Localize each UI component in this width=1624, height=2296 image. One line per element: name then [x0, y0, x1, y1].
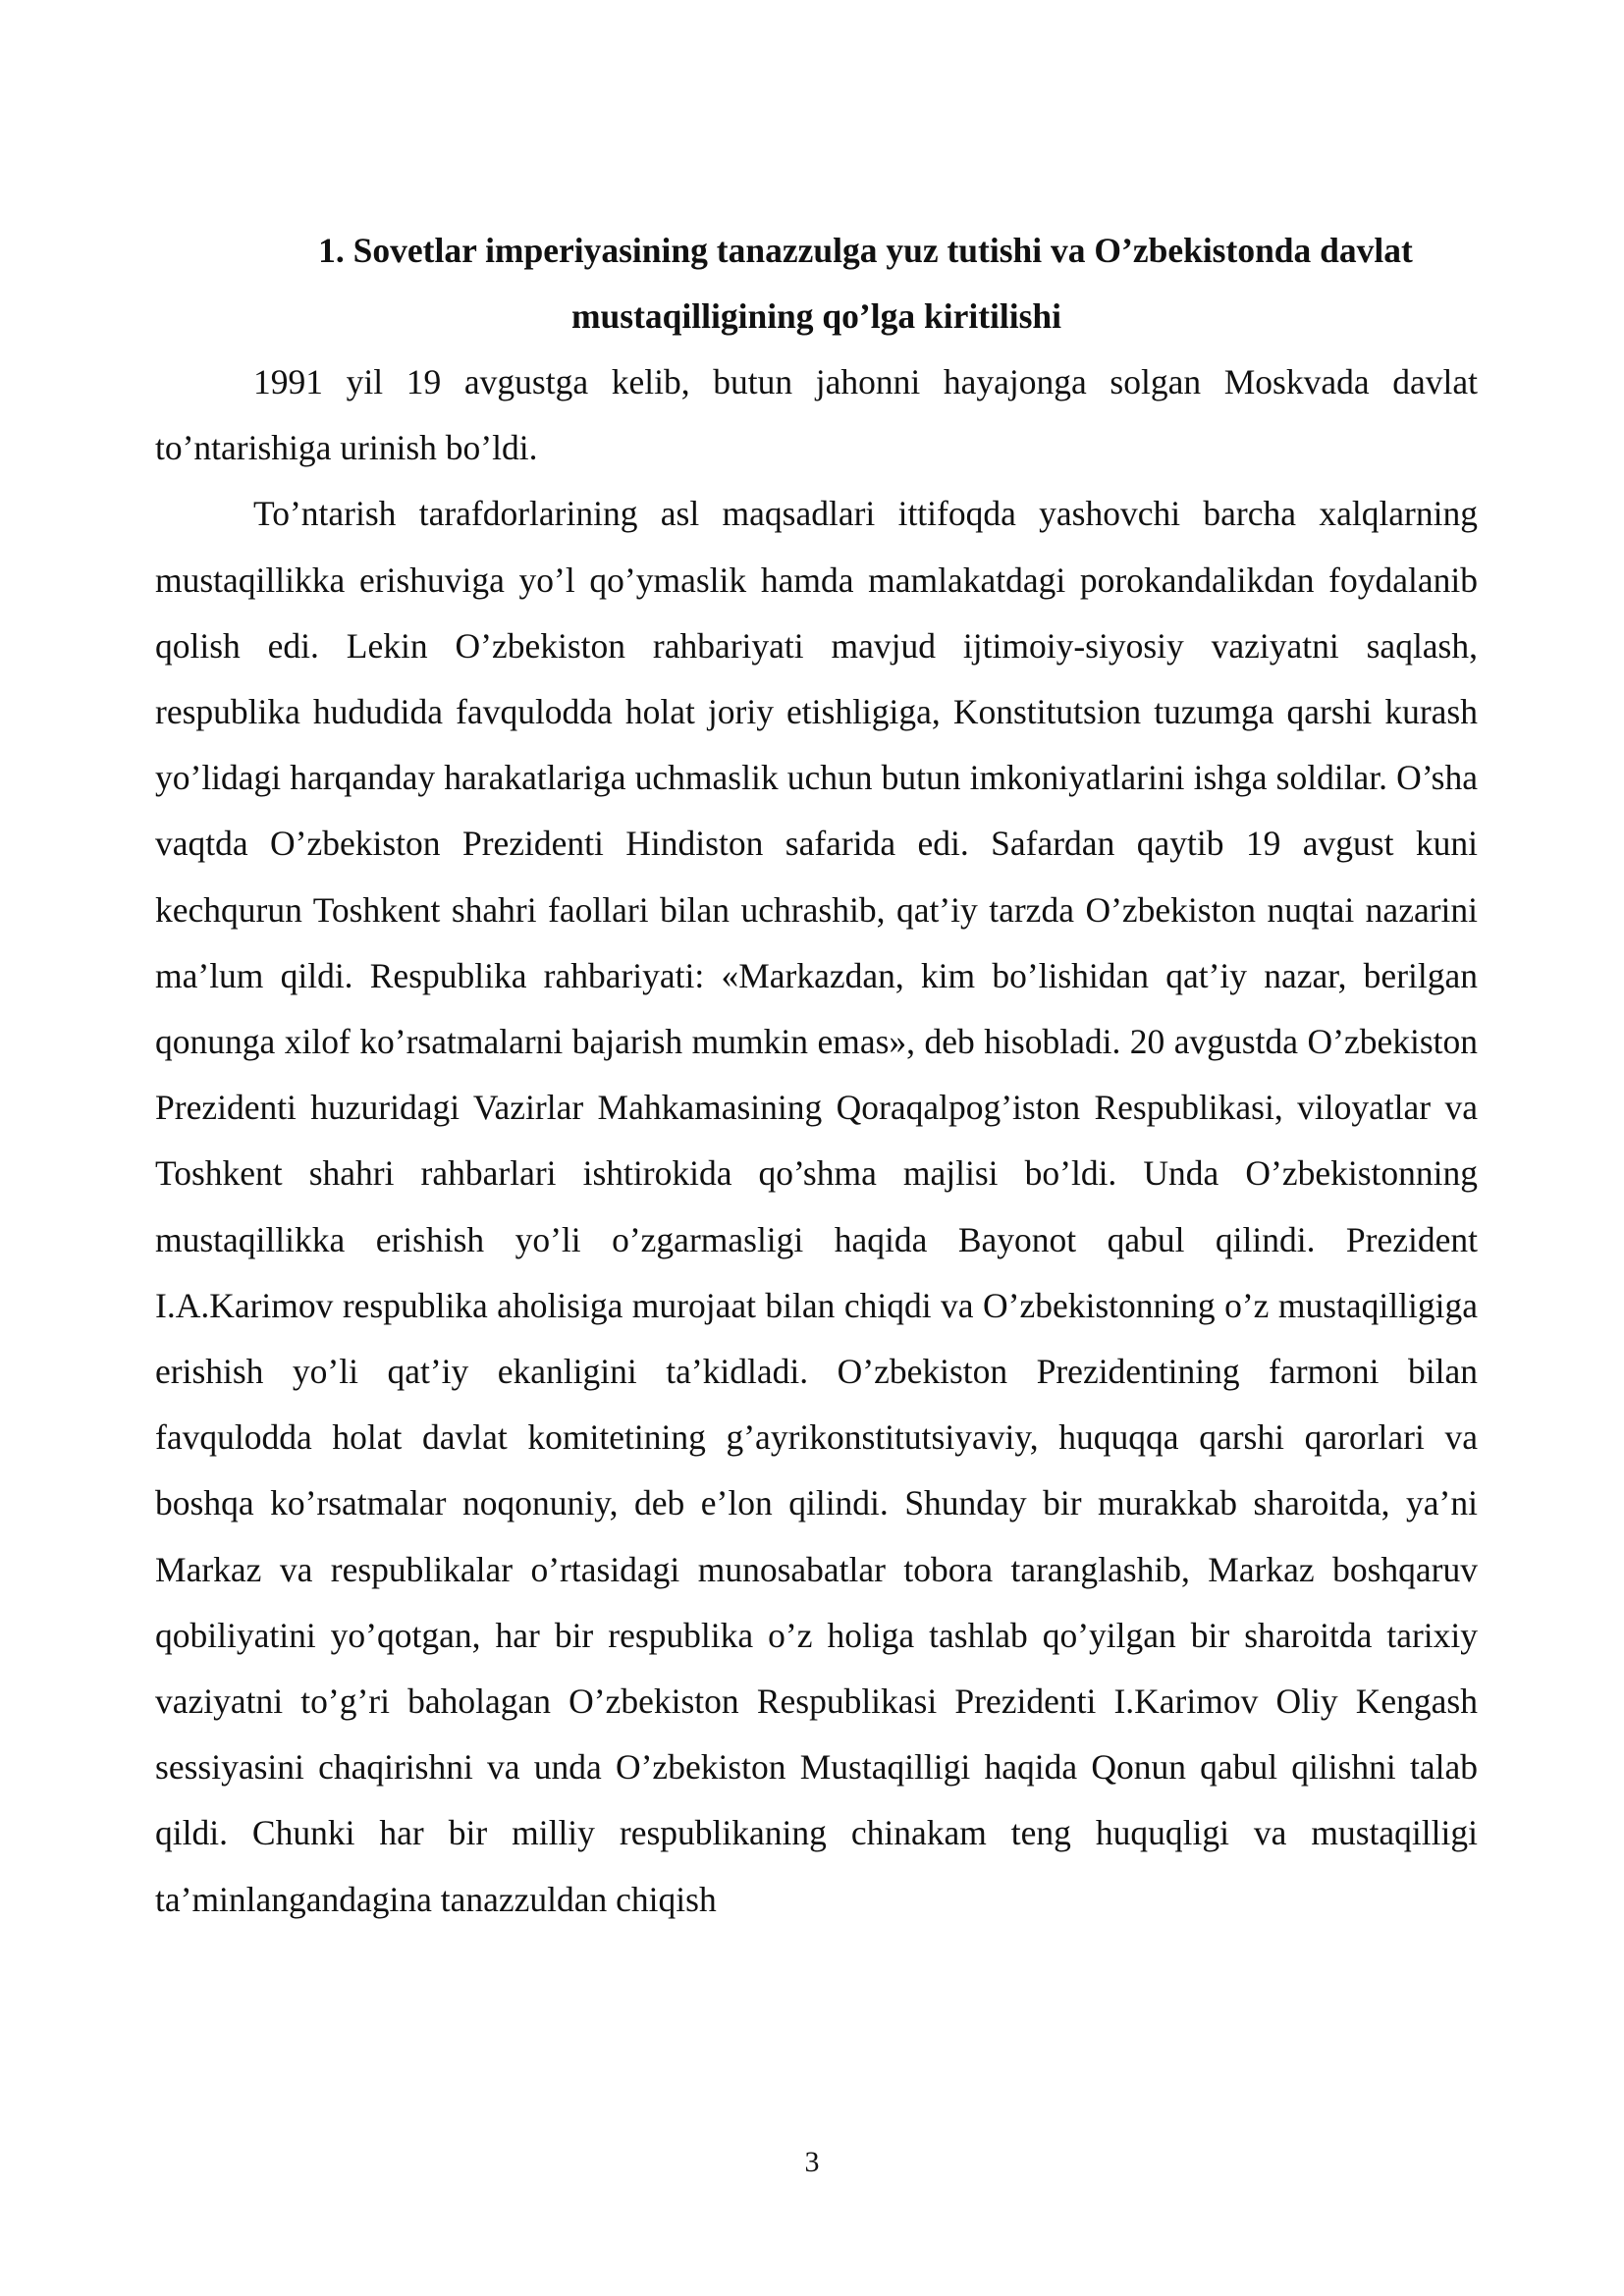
paragraph-1: 1991 yil 19 avgustga kelib, butun jahonni hayajonga solgan Moskvada davlat to’ntarishiga urinish bo’ldi. — [155, 362, 1478, 468]
paragraph-2: To’ntarish tarafdorlarining asl maqsadlari ittifoqda yashovchi barcha xalqlarning mustaqillikka erishuviga yo’l qo’ymaslik hamda mamlakatdagi porokandalikdan foydalanib qolish edi. Lekin O’zbekiston rahbariyati mavjud ijtimoiy-siyosiy vaziyatni saqlash, respublika hududida favqulodda holat joriy etishligiga, Konstitutsion tuzumga qarshi kurash yo’lidagi harqanday harakatlariga uchmaslik uchun butun imkoniyatlarini ishga soldilar. O’sha vaqtda O’zbekiston Prezidenti Hindiston safarida edi. Safardan qaytib 19 avgust kuni kechqurun Toshkent shahri faollari bilan uchrashib, qat’iy tarzda O’zbekiston nuqtai nazarini ma’lum qildi. Respublika rahbariyati: «Markazdan, kim bo’lishidan qat’iy nazar, berilgan qonunga xilof ko’rsatmalarni bajarish mumkin emas», deb hisobladi. 20 avgustda O’zbekiston Prezidenti huzuridagi Vazirlar Mahkamasining Qoraqalpog’iston Respublikasi, viloyatlar va Toshkent shahri rahbarlari ishtirokida qo’shma majlisi bo’ldi. Unda O’zbekistonning mustaqillikka erishish yo’li o’zgarmasligi haqida Bayonot qabul qilindi. Prezident I.A.Karimov respublika aholisiga murojaat bilan chiqdi va O’zbekistonning o’z mustaqilligiga erishish yo’li qat’iy ekanligini ta’kidladi. O’zbekiston Prezidentining farmoni bilan favqulodda holat davlat komitetining g’ayrikonstitutsiyaviy, huquqqa qarshi qarorlari va boshqa ko’rsatmalar noqonuniy, deb e’lon qilindi. Shunday bir murakkab sharoitda, ya’ni Markaz va respublikalar o’rtasidagi munosabatlar tobora taranglashib, Markaz boshqaruv qobiliyatini yo’qotgan, har bir respublika o’z holiga tashlab qo’yilgan bir sharoitda tarixiy vaziyatni to’g’ri baholagan O’zbekiston Respublikasi Prezidenti I.Karimov Oliy Kengash sessiyasini chaqirishni va unda O’zbekiston Mustaqilligi haqida Qonun qabul qilishni talab qildi. Chunki har bir milliy respublikaning chinakam teng huquqligi va mustaqilligi ta’minlangandagina tanazzuldan chiqish — [155, 494, 1478, 1919]
page-content — [155, 218, 1478, 1933]
section-title: 1. Sovetlar imperiyasining tanazzulga yuz tutishi va O’zbekistonda davlat mustaqilligining qo’lga kiritilishi — [318, 231, 1413, 336]
page-number: 3 — [804, 2146, 820, 2178]
